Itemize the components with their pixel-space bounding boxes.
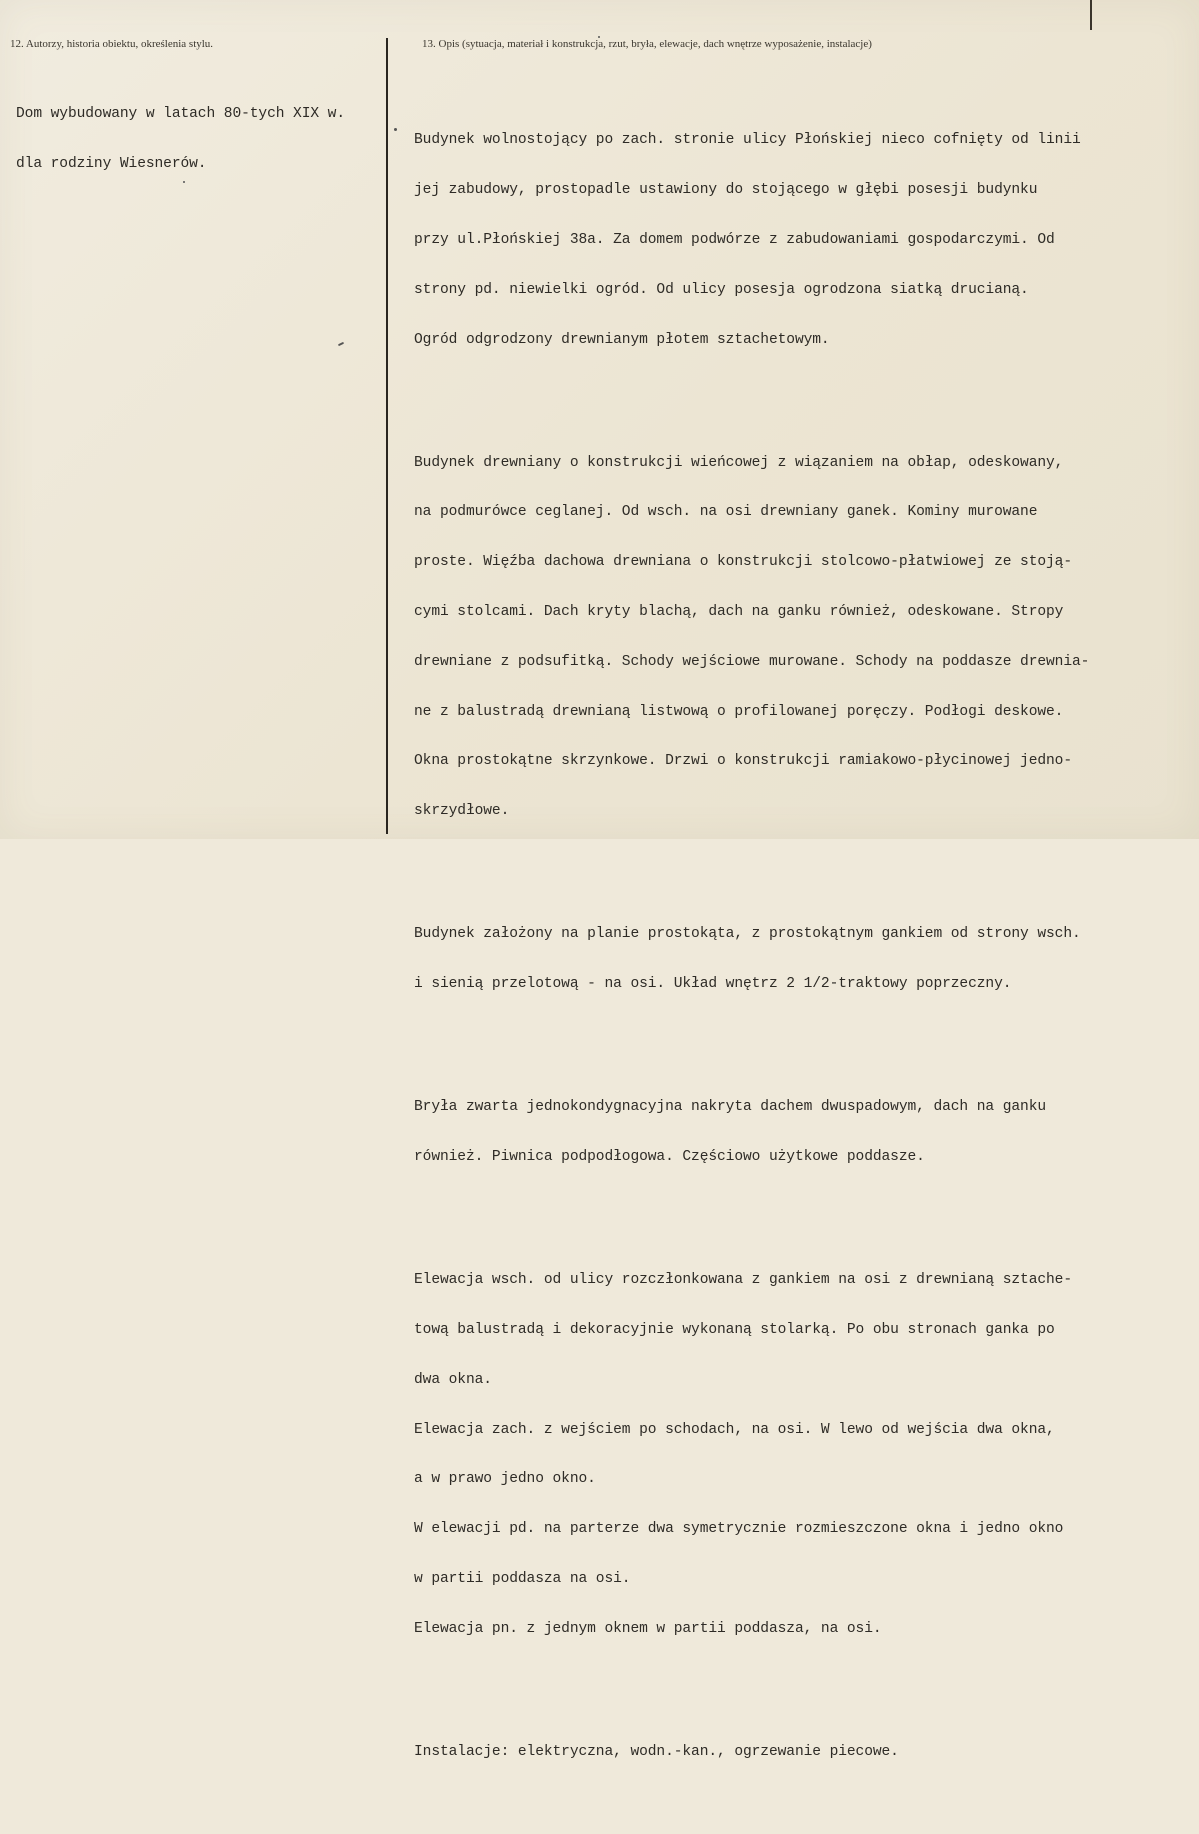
left-column-header: 12. Autorzy, historia obiektu, określenia stylu. [10, 38, 214, 50]
text-line: drewniane z podsufitką. Schody wejściowe murowane. Schody na poddasze drewnia- [414, 653, 1090, 670]
text-line: Elewacja pn. z jednym oknem w partii poddasza, na osi. [414, 1620, 882, 1637]
text-line: ne z balustradą drewnianą listwową o profilowanej poręczy. Podłogi deskowe. [414, 703, 1064, 720]
column-divider [386, 38, 388, 834]
text-line: dwa okna. [414, 1371, 492, 1388]
text-line: jej zabudowy, prostopadle ustawiony do stojącego w głębi posesji budynku [414, 182, 1038, 199]
text-line: przy ul.Płońskiej 38a. Za domem podwórze z zabudowaniami gospodarczymi. Od [414, 231, 1055, 248]
authors-history-text [16, 73, 345, 206]
text-line: Elewacja zach. z wejściem po schodach, na osi. W lewo od wejścia dwa okna, [414, 1421, 1055, 1438]
text-line: dla rodziny Wiesnerów. [16, 155, 207, 172]
text-line: proste. Więźba dachowa drewniana o konstrukcji stolcowo-płatwiowej ze stoją- [414, 554, 1072, 571]
text-line: Elewacja wsch. od ulicy rozczłonkowana z gankiem na osi z drewnianą sztache- [414, 1272, 1072, 1289]
text-line: na podmurówce ceglanej. Od wsch. na osi drewniany ganek. Kominy murowane [414, 504, 1038, 521]
paragraph-plan [414, 893, 1194, 1026]
text-line: strony pd. niewielki ogród. Od ulicy posesja ogrodzona siatką drucianą. [414, 281, 1029, 298]
text-line: Budynek drewniany o konstrukcji wieńcowej z wiązaniem na obłap, odeskowany, [414, 454, 1064, 471]
paragraph-massing [414, 1066, 1194, 1199]
text-line: Budynek założony na planie prostokąta, z prostokątnym gankiem od strony wsch. [414, 926, 1081, 943]
text-line: Instalacje: elektryczna, wodn.-kan., ogrzewanie piecowe. [414, 1743, 899, 1760]
text-line: skrzydłowe. [414, 803, 510, 820]
top-divider [1090, 0, 1092, 30]
text-line: Dom wybudowany w latach 80-tych XIX w. [16, 106, 345, 123]
text-line: Okna prostokątne skrzynkowe. Drzwi o konstrukcji ramiakowo-płycinowej jedno- [414, 753, 1072, 770]
right-column-header: 13. Opis (sytuacja, materiał i konstrukcja, rzut, bryła, elewacje, dach wnętrze wyposażenie, instalacje) [422, 38, 872, 50]
text-line: a w prawo jedno okno. [414, 1471, 596, 1488]
description-text [414, 66, 1194, 1834]
text-line: i sienią przelotową - na osi. Układ wnętrz 2 1/2-traktowy poprzeczny. [414, 976, 1012, 993]
text-line: tową balustradą i dekoracyjnie wykonaną stolarką. Po obu stronach ganka po [414, 1321, 1055, 1338]
text-line: w partii poddasza na osi. [414, 1570, 631, 1587]
paragraph-elevations [414, 1239, 1194, 1670]
paper-speck [183, 181, 185, 183]
paragraph-construction [414, 421, 1194, 852]
text-line: Ogród odgrodzony drewnianym płotem sztachetowym. [414, 331, 830, 348]
text-line: również. Piwnica podpodłogowa. Częściowo użytkowe poddasze. [414, 1149, 925, 1165]
text-line: cymi stolcami. Dach kryty blachą, dach na ganku również, odeskowane. Stropy [414, 604, 1064, 620]
text-line: W elewacji pd. na parterze dwa symetrycznie rozmieszczone okna i jedno okno [414, 1521, 1064, 1538]
text-line: Bryła zwarta jednokondygnacyjna nakryta dachem dwuspadowym, dach na ganku [414, 1099, 1047, 1116]
paper-speck [338, 342, 344, 346]
paper-speck [394, 128, 397, 131]
paragraph-installations [414, 1711, 1194, 1794]
text-line: Budynek wolnostojący po zach. stronie ulicy Płońskiej nieco cofnięty od linii [414, 132, 1081, 149]
paragraph-location [414, 99, 1194, 381]
paper-speck [598, 36, 600, 38]
